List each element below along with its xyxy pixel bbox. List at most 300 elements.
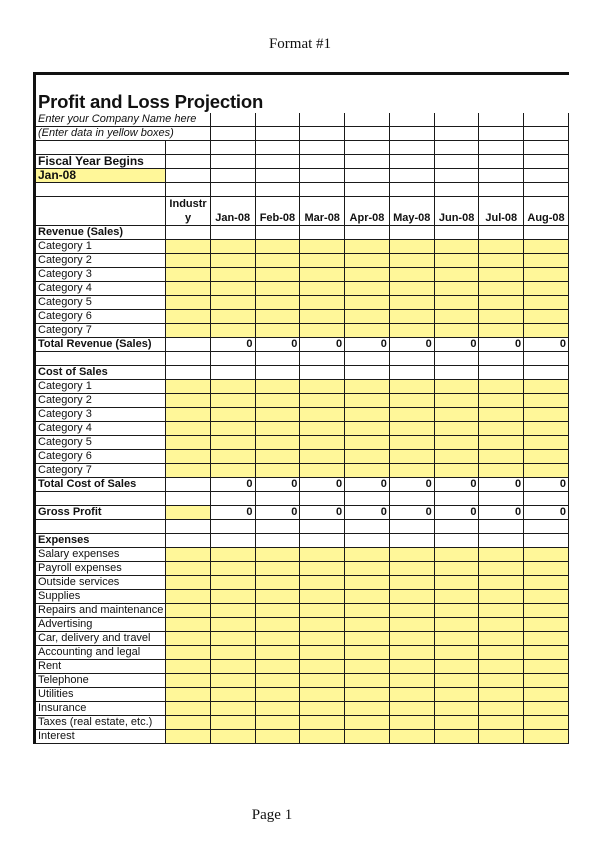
input-cell[interactable] <box>434 324 479 338</box>
input-cell[interactable] <box>524 324 569 338</box>
input-cell[interactable] <box>345 716 390 730</box>
input-cell[interactable] <box>434 450 479 464</box>
input-cell[interactable] <box>300 436 345 450</box>
input-cell[interactable] <box>345 674 390 688</box>
input-cell[interactable] <box>300 296 345 310</box>
input-cell[interactable] <box>300 660 345 674</box>
input-cell[interactable] <box>524 296 569 310</box>
input-cell[interactable] <box>300 240 345 254</box>
input-cell[interactable] <box>389 646 434 660</box>
input-cell[interactable] <box>479 562 524 576</box>
input-cell[interactable] <box>300 576 345 590</box>
input-cell[interactable] <box>255 590 300 604</box>
input-cell[interactable] <box>479 688 524 702</box>
input-cell[interactable] <box>210 702 255 716</box>
blank-cell <box>434 183 479 197</box>
input-cell[interactable] <box>434 604 479 618</box>
input-cell[interactable] <box>345 324 390 338</box>
input-cell[interactable] <box>524 268 569 282</box>
input-cell[interactable] <box>389 548 434 562</box>
input-cell[interactable] <box>210 310 255 324</box>
input-cell[interactable] <box>434 240 479 254</box>
input-cell[interactable] <box>389 268 434 282</box>
input-cell[interactable] <box>479 646 524 660</box>
input-cell[interactable] <box>210 618 255 632</box>
gross-profit-value: 0 <box>389 506 434 520</box>
cost-of-sales-item-row <box>36 422 569 436</box>
input-cell[interactable] <box>389 324 434 338</box>
input-cell[interactable] <box>255 702 300 716</box>
input-cell[interactable] <box>524 464 569 478</box>
input-cell[interactable] <box>255 422 300 436</box>
input-cell[interactable] <box>210 324 255 338</box>
blank-cell <box>210 534 255 548</box>
input-cell[interactable] <box>389 688 434 702</box>
input-cell[interactable] <box>434 394 479 408</box>
industry-cell[interactable] <box>166 506 210 520</box>
expenses-item-row <box>36 548 569 562</box>
blank-cell <box>210 127 255 141</box>
input-cell[interactable] <box>345 268 390 282</box>
input-cell[interactable] <box>255 394 300 408</box>
blank-cell <box>389 141 434 155</box>
input-cell[interactable] <box>255 632 300 646</box>
blank-row <box>36 492 569 506</box>
input-cell[interactable] <box>345 394 390 408</box>
fiscal-year-input[interactable]: Jan-08 <box>36 169 166 183</box>
input-cell[interactable] <box>166 268 210 282</box>
input-cell[interactable] <box>166 282 210 296</box>
input-cell[interactable] <box>479 618 524 632</box>
input-cell[interactable] <box>345 254 390 268</box>
input-cell[interactable] <box>389 254 434 268</box>
input-cell[interactable] <box>300 380 345 394</box>
input-cell[interactable] <box>479 730 524 744</box>
company-name-input[interactable]: Enter your Company Name here <box>36 113 210 127</box>
input-cell[interactable] <box>166 450 210 464</box>
input-cell[interactable] <box>479 240 524 254</box>
input-cell[interactable] <box>210 548 255 562</box>
input-cell[interactable] <box>166 240 210 254</box>
input-cell[interactable] <box>300 604 345 618</box>
input-cell[interactable] <box>389 730 434 744</box>
input-cell[interactable] <box>524 282 569 296</box>
input-cell[interactable] <box>255 674 300 688</box>
input-cell[interactable] <box>389 660 434 674</box>
input-cell[interactable] <box>166 674 210 688</box>
blank-cell <box>300 226 345 240</box>
input-cell[interactable] <box>255 296 300 310</box>
input-cell[interactable] <box>255 282 300 296</box>
input-cell[interactable] <box>345 646 390 660</box>
input-cell[interactable] <box>479 394 524 408</box>
input-cell[interactable] <box>524 702 569 716</box>
input-cell[interactable] <box>210 632 255 646</box>
input-cell[interactable] <box>389 296 434 310</box>
input-cell[interactable] <box>524 660 569 674</box>
input-cell[interactable] <box>389 702 434 716</box>
month-header: Apr-08 <box>345 197 390 226</box>
input-cell[interactable] <box>210 730 255 744</box>
input-cell[interactable] <box>524 408 569 422</box>
input-cell[interactable] <box>434 688 479 702</box>
input-cell[interactable] <box>479 310 524 324</box>
input-cell[interactable] <box>300 730 345 744</box>
input-cell[interactable] <box>524 310 569 324</box>
input-cell[interactable] <box>210 562 255 576</box>
blank-cell <box>479 155 524 169</box>
blank-cell <box>434 520 479 534</box>
input-cell[interactable] <box>389 408 434 422</box>
revenue-item-row <box>36 282 569 296</box>
input-cell[interactable] <box>524 422 569 436</box>
input-cell[interactable] <box>300 646 345 660</box>
input-cell[interactable] <box>210 296 255 310</box>
input-cell[interactable] <box>255 604 300 618</box>
input-cell[interactable] <box>255 324 300 338</box>
input-cell[interactable] <box>479 674 524 688</box>
input-cell[interactable] <box>389 282 434 296</box>
input-cell[interactable] <box>210 254 255 268</box>
input-cell[interactable] <box>389 394 434 408</box>
input-cell[interactable] <box>255 730 300 744</box>
input-cell[interactable] <box>524 394 569 408</box>
fiscal-year-label-row <box>36 155 569 169</box>
input-cell[interactable] <box>345 464 390 478</box>
input-cell[interactable] <box>166 576 210 590</box>
input-cell[interactable] <box>479 590 524 604</box>
input-cell[interactable] <box>300 562 345 576</box>
blank-cell <box>434 113 479 127</box>
input-cell[interactable] <box>434 646 479 660</box>
input-cell[interactable] <box>524 576 569 590</box>
input-cell[interactable] <box>524 380 569 394</box>
input-cell[interactable] <box>300 324 345 338</box>
input-cell[interactable] <box>479 716 524 730</box>
input-cell[interactable] <box>166 688 210 702</box>
input-cell[interactable] <box>166 716 210 730</box>
input-cell[interactable] <box>255 450 300 464</box>
column-header-row <box>36 197 569 226</box>
input-cell[interactable] <box>389 380 434 394</box>
input-cell[interactable] <box>345 296 390 310</box>
blank-cell <box>524 352 569 366</box>
input-cell[interactable] <box>479 380 524 394</box>
input-cell[interactable] <box>300 716 345 730</box>
input-cell[interactable] <box>166 702 210 716</box>
input-cell[interactable] <box>300 632 345 646</box>
input-cell[interactable] <box>255 618 300 632</box>
input-cell[interactable] <box>524 450 569 464</box>
input-cell[interactable] <box>345 604 390 618</box>
input-cell[interactable] <box>210 240 255 254</box>
input-cell[interactable] <box>434 422 479 436</box>
blank-cell <box>479 141 524 155</box>
input-cell[interactable] <box>434 590 479 604</box>
input-cell[interactable] <box>389 464 434 478</box>
input-cell[interactable] <box>255 310 300 324</box>
input-cell[interactable] <box>255 562 300 576</box>
input-cell[interactable] <box>300 702 345 716</box>
input-cell[interactable] <box>345 702 390 716</box>
input-cell[interactable] <box>434 268 479 282</box>
expenses-heading: Expenses <box>36 534 166 548</box>
blank-cell <box>434 352 479 366</box>
input-cell[interactable] <box>389 604 434 618</box>
input-cell[interactable] <box>479 282 524 296</box>
expenses-item-row <box>36 632 569 646</box>
blank-cell <box>345 492 390 506</box>
input-cell[interactable] <box>166 646 210 660</box>
input-cell[interactable] <box>524 436 569 450</box>
input-cell[interactable] <box>210 576 255 590</box>
input-cell[interactable] <box>345 450 390 464</box>
input-cell[interactable] <box>479 408 524 422</box>
input-cell[interactable] <box>434 310 479 324</box>
input-cell[interactable] <box>434 380 479 394</box>
input-cell[interactable] <box>300 282 345 296</box>
input-cell[interactable] <box>166 380 210 394</box>
format-label: Format #1 <box>268 36 332 52</box>
input-cell[interactable] <box>389 436 434 450</box>
input-cell[interactable] <box>524 646 569 660</box>
input-cell[interactable] <box>300 408 345 422</box>
input-cell[interactable] <box>345 548 390 562</box>
input-cell[interactable] <box>166 464 210 478</box>
total-revenue-value: 0 <box>210 338 255 352</box>
input-cell[interactable] <box>345 310 390 324</box>
input-cell[interactable] <box>434 660 479 674</box>
input-cell[interactable] <box>479 604 524 618</box>
input-cell[interactable] <box>300 688 345 702</box>
input-cell[interactable] <box>345 282 390 296</box>
input-cell[interactable] <box>300 548 345 562</box>
input-cell[interactable] <box>479 324 524 338</box>
gross-profit-value: 0 <box>345 506 390 520</box>
input-cell[interactable] <box>255 268 300 282</box>
input-cell[interactable] <box>300 674 345 688</box>
input-cell[interactable] <box>345 380 390 394</box>
input-cell[interactable] <box>166 730 210 744</box>
input-cell[interactable] <box>255 688 300 702</box>
input-cell[interactable] <box>210 688 255 702</box>
input-cell[interactable] <box>345 590 390 604</box>
input-cell[interactable] <box>210 450 255 464</box>
input-cell[interactable] <box>345 562 390 576</box>
input-cell[interactable] <box>389 618 434 632</box>
input-cell[interactable] <box>255 254 300 268</box>
input-cell[interactable] <box>166 660 210 674</box>
input-cell[interactable] <box>166 436 210 450</box>
blank-cell <box>345 366 390 380</box>
input-cell[interactable] <box>524 604 569 618</box>
input-cell[interactable] <box>255 660 300 674</box>
input-cell[interactable] <box>255 380 300 394</box>
input-cell[interactable] <box>524 618 569 632</box>
input-cell[interactable] <box>345 618 390 632</box>
input-cell[interactable] <box>255 464 300 478</box>
input-cell[interactable] <box>300 464 345 478</box>
input-cell[interactable] <box>524 254 569 268</box>
input-cell[interactable] <box>210 282 255 296</box>
input-cell[interactable] <box>434 618 479 632</box>
input-cell[interactable] <box>166 254 210 268</box>
input-cell[interactable] <box>434 436 479 450</box>
fiscal-year-label: Fiscal Year Begins <box>36 155 166 169</box>
input-cell[interactable] <box>389 422 434 436</box>
input-cell[interactable] <box>524 688 569 702</box>
input-cell[interactable] <box>479 576 524 590</box>
input-cell[interactable] <box>210 408 255 422</box>
input-cell[interactable] <box>479 548 524 562</box>
input-cell[interactable] <box>389 562 434 576</box>
input-cell[interactable] <box>255 408 300 422</box>
input-cell[interactable] <box>524 240 569 254</box>
input-cell[interactable] <box>210 590 255 604</box>
input-cell[interactable] <box>166 548 210 562</box>
input-cell[interactable] <box>389 310 434 324</box>
input-cell[interactable] <box>345 436 390 450</box>
input-cell[interactable] <box>255 716 300 730</box>
blank-cell <box>479 534 524 548</box>
company-row <box>36 113 569 127</box>
input-cell[interactable] <box>434 282 479 296</box>
input-cell[interactable] <box>389 590 434 604</box>
input-cell[interactable] <box>210 422 255 436</box>
input-cell[interactable] <box>434 674 479 688</box>
expenses-item-label: Insurance <box>36 702 166 716</box>
input-cell[interactable] <box>166 562 210 576</box>
input-cell[interactable] <box>300 590 345 604</box>
input-cell[interactable] <box>345 576 390 590</box>
input-cell[interactable] <box>255 548 300 562</box>
input-cell[interactable] <box>434 254 479 268</box>
input-cell[interactable] <box>166 310 210 324</box>
input-cell[interactable] <box>210 380 255 394</box>
input-cell[interactable] <box>345 688 390 702</box>
revenue-item-row <box>36 240 569 254</box>
input-cell[interactable] <box>166 408 210 422</box>
input-cell[interactable] <box>434 576 479 590</box>
input-cell[interactable] <box>524 730 569 744</box>
input-cell[interactable] <box>479 436 524 450</box>
input-cell[interactable] <box>434 464 479 478</box>
input-cell[interactable] <box>300 268 345 282</box>
input-cell[interactable] <box>210 436 255 450</box>
input-cell[interactable] <box>166 632 210 646</box>
month-header: Mar-08 <box>300 197 345 226</box>
input-cell[interactable] <box>434 408 479 422</box>
input-cell[interactable] <box>300 394 345 408</box>
input-cell[interactable] <box>434 562 479 576</box>
input-cell[interactable] <box>434 632 479 646</box>
blank-cell <box>345 169 390 183</box>
input-cell[interactable] <box>345 730 390 744</box>
total-revenue-value: 0 <box>524 338 569 352</box>
input-cell[interactable] <box>524 716 569 730</box>
input-cell[interactable] <box>524 632 569 646</box>
input-cell[interactable] <box>479 254 524 268</box>
input-cell[interactable] <box>479 702 524 716</box>
input-cell[interactable] <box>166 324 210 338</box>
input-cell[interactable] <box>210 394 255 408</box>
input-cell[interactable] <box>300 310 345 324</box>
input-cell[interactable] <box>389 576 434 590</box>
input-cell[interactable] <box>389 450 434 464</box>
gross-profit-value: 0 <box>255 506 300 520</box>
input-cell[interactable] <box>345 408 390 422</box>
input-cell[interactable] <box>479 450 524 464</box>
input-cell[interactable] <box>210 604 255 618</box>
input-cell[interactable] <box>389 674 434 688</box>
expenses-item-label: Supplies <box>36 590 166 604</box>
input-cell[interactable] <box>389 716 434 730</box>
input-cell[interactable] <box>166 296 210 310</box>
input-cell[interactable] <box>524 548 569 562</box>
input-cell[interactable] <box>255 576 300 590</box>
input-cell[interactable] <box>166 394 210 408</box>
input-cell[interactable] <box>166 422 210 436</box>
revenue-item-label: Category 4 <box>36 282 166 296</box>
input-cell[interactable] <box>300 422 345 436</box>
input-cell[interactable] <box>300 450 345 464</box>
input-cell[interactable] <box>345 632 390 646</box>
blank-cell <box>36 492 166 506</box>
input-cell[interactable] <box>345 240 390 254</box>
input-cell[interactable] <box>389 632 434 646</box>
input-cell[interactable] <box>210 268 255 282</box>
input-cell[interactable] <box>434 296 479 310</box>
input-cell[interactable] <box>255 436 300 450</box>
total-revenue-label: Total Revenue (Sales) <box>36 338 166 352</box>
revenue-item-label: Category 1 <box>36 240 166 254</box>
input-cell[interactable] <box>210 674 255 688</box>
input-cell[interactable] <box>434 730 479 744</box>
input-cell[interactable] <box>345 660 390 674</box>
blank-cell <box>524 127 569 141</box>
blank-cell <box>166 226 210 240</box>
input-cell[interactable] <box>210 716 255 730</box>
input-cell[interactable] <box>300 254 345 268</box>
input-cell[interactable] <box>345 422 390 436</box>
input-cell[interactable] <box>210 660 255 674</box>
input-cell[interactable] <box>210 464 255 478</box>
input-cell[interactable] <box>166 604 210 618</box>
blank-cell <box>479 127 524 141</box>
input-cell[interactable] <box>479 296 524 310</box>
input-cell[interactable] <box>479 268 524 282</box>
input-cell[interactable] <box>479 660 524 674</box>
input-cell[interactable] <box>524 562 569 576</box>
input-cell[interactable] <box>434 716 479 730</box>
blank-cell <box>300 183 345 197</box>
input-cell[interactable] <box>389 240 434 254</box>
input-cell[interactable] <box>255 646 300 660</box>
input-cell[interactable] <box>166 618 210 632</box>
input-cell[interactable] <box>255 240 300 254</box>
total-revenue-value: 0 <box>300 338 345 352</box>
input-cell[interactable] <box>166 590 210 604</box>
input-cell[interactable] <box>524 674 569 688</box>
input-cell[interactable] <box>300 618 345 632</box>
input-cell[interactable] <box>210 646 255 660</box>
input-cell[interactable] <box>479 464 524 478</box>
input-cell[interactable] <box>524 590 569 604</box>
input-cell[interactable] <box>479 422 524 436</box>
input-cell[interactable] <box>434 548 479 562</box>
input-cell[interactable] <box>434 702 479 716</box>
input-cell[interactable] <box>479 632 524 646</box>
